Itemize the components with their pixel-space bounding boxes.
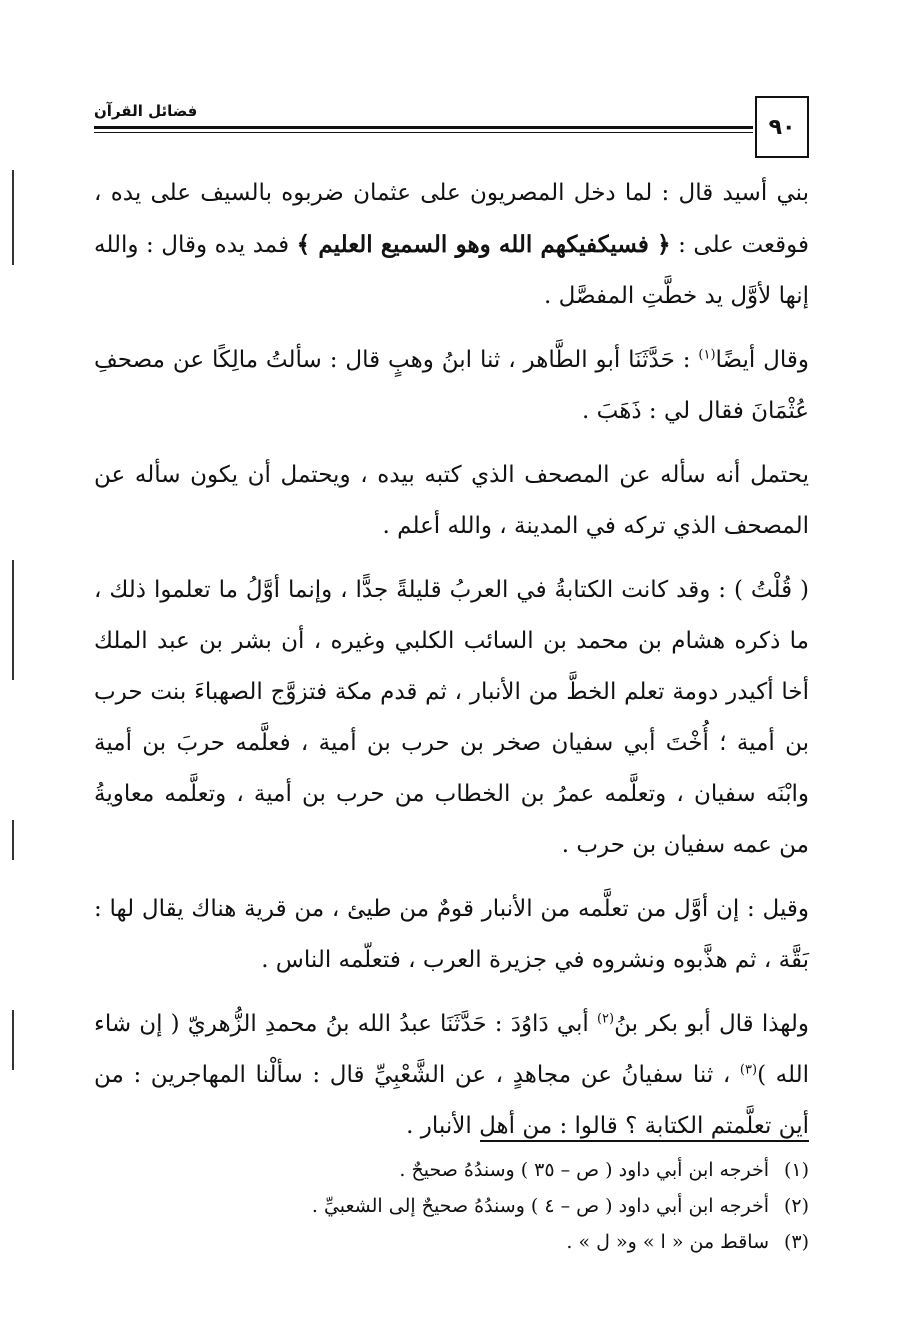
footnote-ref[interactable]: (١) [698, 347, 716, 363]
footnote [94, 1224, 809, 1260]
main-text [94, 168, 809, 1165]
paragraph: ( قُلْتُ ) : وقد كانت الكتابةُ في العربُ قليلةً جدًّا ، وإنما أوَّلُ ما تعلموا ذلك ، ما ذكره هشام بن محمد بن السائب الكلبي وغيره ، أن بشر بن عبد الملك أخا أكيدر دومة تعلم الخطَّ من الأنبار ، ثم قدم مكة فتزوَّج الصهباءَ بنت حرب بن أمية ؛ أُخْتَ أبي سفيان صخر بن حرب بن أمية ، فعلَّمه حربَ بن أمية وابْنَه سفيان ، وتعلَّمه عمرُ بن الخطاب من حرب بن أمية ، وتعلَّمه معاويةُ من عمه سفيان بن حرب . [94, 577, 809, 858]
paragraph: بني أسيد قال : لما دخل المصريون على عثمان ضربوه بالسيف على يده ، فوقعت على : ﴿ فسيكفيكهم الله وهو السميع العليم ﴾ فمد يده وقال : والله إنها لأوَّل يد خطَّتِ المفصَّل . [94, 180, 809, 309]
paragraph: وقال أيضًا$^{(١)}$ : حَدَّثَنَا أبو الطَّاهر ، ثنا ابنُ وهبٍ قال : سألتُ مالِكًا عن مصحفِ عُثْمَانَ فقال لي : ذَهَبَ . [94, 347, 809, 424]
footnote-text: ساقط من « ا » و« ل » . [566, 1231, 769, 1253]
running-title: فضائل القرآن [94, 102, 198, 120]
footnotes [94, 1152, 809, 1260]
header-rule-thin [94, 132, 753, 133]
footnote-ref[interactable]: (٣) [739, 1062, 758, 1078]
paragraph: ولهذا قال أبو بكر بنُ$^{(٢)}$ أبي دَاوُدَ : حَدَّثَنَا عبدُ الله بنُ محمدِ الزُّهريّ ( إن شاء الله )$^{(٣)}$ ، ثنا سفيانُ عن مجاهدٍ ، عن الشَّعْبِيِّ قال : سألْنا المهاجرين : من أين تعلَّمتم الكتابة ؟ قالوا : من أهل الأنبار . [94, 1011, 809, 1139]
footnote-text: أخرجه ابن أبي داود ( ص – ٣٥ ) وسندُهُ صحيحٌ . [399, 1159, 769, 1181]
page-edge-mark [12, 560, 14, 680]
page-edge-mark [12, 170, 14, 265]
footnote [94, 1188, 809, 1224]
footnote-number: (١) [783, 1159, 809, 1181]
footnote-text: أخرجه ابن أبي داود ( ص – ٤ ) وسندُهُ صحيحٌ إلى الشعبيِّ . [311, 1195, 769, 1217]
footnote-number: (٣) [783, 1231, 809, 1253]
page-number: ٩٠ [755, 96, 809, 158]
paragraph: يحتمل أنه سأله عن المصحف الذي كتبه بيده ، ويحتمل أن يكون سأله عن المصحف الذي تركه في المدينة ، والله أعلم . [94, 462, 809, 539]
header-rule [94, 126, 753, 129]
footnote-separator [480, 1140, 809, 1142]
footnote [94, 1152, 809, 1188]
footnote-ref[interactable]: (٢) [596, 1011, 615, 1027]
page-edge-mark [12, 1010, 14, 1070]
footnote-number: (٢) [783, 1195, 809, 1217]
page-header [94, 96, 809, 166]
page-edge-mark [12, 820, 14, 860]
paragraph: وقيل : إن أوَّل من تعلَّمه من الأنبار قومٌ من طيئ ، من قرية هناك يقال لها : بَقَّة ، ثم هذَّبوه ونشروه في جزيرة العرب ، فتعلّمه الناس . [94, 896, 809, 973]
quran-verse: ﴿ فسيكفيكهم الله وهو السميع العليم ﴾ [296, 231, 671, 258]
